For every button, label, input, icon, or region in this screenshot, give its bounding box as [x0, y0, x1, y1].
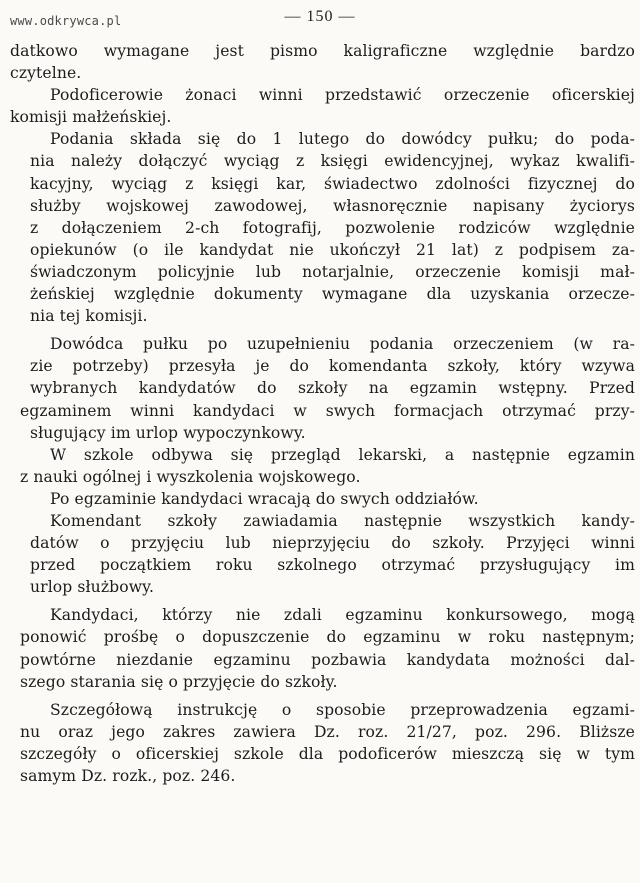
text-line: nu oraz jego zakres zawiera Dz. roz. 21/27, poz. 296. Bliższe [20, 722, 635, 741]
text-line: z dołączeniem 2-ch fotografij, pozwolenie rodziców względnie [30, 218, 635, 237]
text-line: przed początkiem roku szkolnego otrzymać przysługujący im [30, 556, 635, 575]
text-line: powtórne niezdanie egzaminu pozbawia kandydata możności dal- [20, 650, 635, 669]
text-line: sługujący im urlop wypoczynkowy. [30, 423, 306, 442]
text-line: szego starania się o przyjęcie do szkoły. [20, 672, 338, 691]
text-line: Podoficerowie żonaci winni przedstawić orzeczenie oficerskiej [50, 86, 635, 105]
text-line: nia tej komisji. [30, 307, 148, 326]
text-line: wybranych kandydatów do szkoły na egzamin wstępny. Przed [30, 379, 635, 398]
text-line: szczegóły o oficerskiej szkole dla podoficerów mieszczą się w tym [20, 744, 635, 763]
watermark-text: www.odkrywca.pl [10, 14, 122, 28]
text-line: Dowódca pułku po uzupełnieniu podania orzeczeniem (w ra- [50, 335, 635, 354]
text-line: nia należy dołączyć wyciąg z księgi ewidencyjnej, wykaz kwalifi- [30, 152, 635, 171]
page-body [10, 40, 635, 787]
text-line: kacyjny, wyciąg z księgi kar, świadectwo zdolności fizycznej do [30, 174, 635, 193]
text-line: W szkole odbywa się przegląd lekarski, a następnie egzamin [50, 445, 635, 464]
page-number: — 150 — [284, 8, 356, 25]
text-line: urlop służbowy. [30, 578, 155, 597]
text-line: egzaminem winni kandydaci w swych formacjach otrzymać przy- [20, 401, 635, 420]
text-line: Komendant szkoły zawiadamia następnie wszystkich kandy- [50, 511, 635, 530]
text-line: Szczegółową instrukcję o sposobie przeprowadzenia egzami- [50, 700, 635, 719]
text-line: służby wojskowej zawodowej, własnoręcznie napisany życiorys [30, 196, 635, 215]
text-line: samym Dz. rozk., poz. 246. [20, 767, 236, 785]
text-line: opiekunów (o ile kandydat nie ukończył 21 lat) z podpisem za- [30, 240, 635, 259]
text-line: Po egzaminie kandydaci wracają do swych oddziałów. [50, 489, 479, 508]
text-line: żeńskiej względnie dokumenty wymagane dla uzyskania orzecze- [30, 285, 635, 304]
text-line: czytelne. [10, 64, 82, 83]
text-line: komisji małżeńskiej. [10, 108, 172, 127]
text-line: Podania składa się do 1 lutego do dowódcy pułku; do poda- [50, 130, 635, 149]
text-line: ponowić prośbę o dopuszczenie do egzaminu w roku następnym; [20, 628, 635, 647]
text-line: Kandydaci, którzy nie zdali egzaminu konkursowego, mogą [50, 606, 635, 625]
text-line: z nauki ogólnej i wyszkolenia wojskowego. [20, 467, 361, 486]
text-line: datów o przyjęciu lub nieprzyjęciu do szkoły. Przyjęci winni [30, 534, 635, 553]
text-line: świadczonym policyjnie lub notarjalnie, orzeczenie komisji mał- [30, 262, 635, 281]
text-line: zie potrzeby) przesyła je do komendanta szkoły, który wzywa [30, 357, 635, 376]
text-line: datkowo wymagane jest pismo kaligraficzne względnie bardzo [10, 42, 635, 60]
